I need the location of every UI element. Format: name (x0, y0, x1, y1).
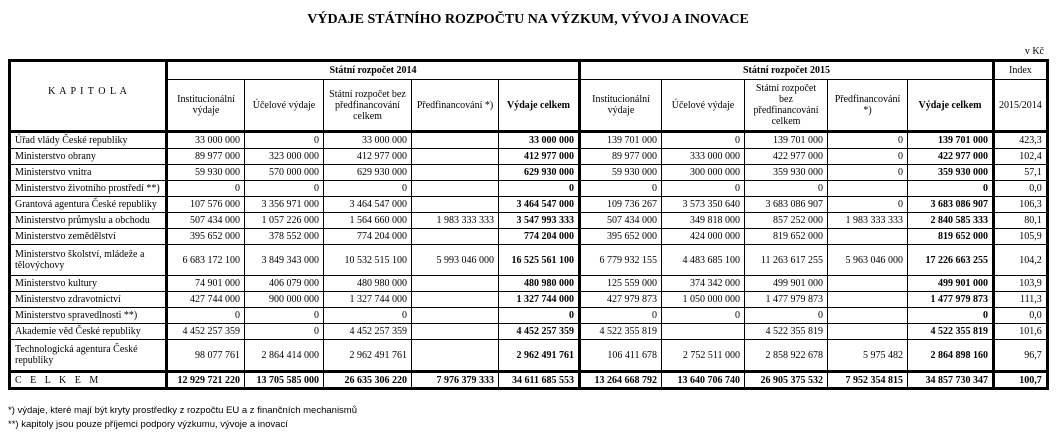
cell-value: 6 779 932 155 (580, 245, 662, 276)
cell-value (412, 181, 499, 197)
cell-value: 59 930 000 (580, 165, 662, 181)
cell-value: 5 993 046 000 (412, 245, 499, 276)
cell-value: 480 980 000 (499, 276, 580, 292)
cell-value: 1 477 979 873 (745, 292, 828, 308)
cell-value: 2 864 898 160 (908, 340, 994, 372)
cell-value: 6 683 172 100 (167, 245, 245, 276)
cell-value: 11 263 617 255 (745, 245, 828, 276)
column-header-2014: Výdaje celkem (499, 80, 580, 132)
column-header-2015: Účelové výdaje (662, 80, 745, 132)
cell-value: 125 559 000 (580, 276, 662, 292)
cell-value: 570 000 000 (245, 165, 324, 181)
cell-value: 0 (580, 308, 662, 324)
cell-value: 422 977 000 (908, 149, 994, 165)
cell-value: 1 983 333 333 (828, 213, 908, 229)
table-row (10, 340, 1048, 372)
cell-value: 106 411 678 (580, 340, 662, 372)
table-row (10, 229, 1048, 245)
cell-value: 12 929 721 220 (167, 372, 245, 389)
cell-value: 57,1 (994, 165, 1048, 181)
cell-value (412, 197, 499, 213)
cell-value: 0 (324, 181, 412, 197)
cell-value (412, 132, 499, 149)
table-row (10, 276, 1048, 292)
table-row (10, 308, 1048, 324)
row-label: Technologická agentura České republiky (10, 340, 167, 372)
cell-value: 395 652 000 (167, 229, 245, 245)
cell-value: 499 901 000 (745, 276, 828, 292)
row-label: Ministerstvo zemědělství (10, 229, 167, 245)
cell-value: 300 000 000 (662, 165, 745, 181)
cell-value: 4 452 257 359 (167, 324, 245, 340)
cell-value: 98 077 761 (167, 340, 245, 372)
cell-value: 629 930 000 (499, 165, 580, 181)
cell-value: 412 977 000 (499, 149, 580, 165)
cell-value: 4 522 355 819 (745, 324, 828, 340)
cell-value: 26 905 375 532 (745, 372, 828, 389)
cell-value: 2 858 922 678 (745, 340, 828, 372)
cell-value: 427 744 000 (167, 292, 245, 308)
cell-value (828, 276, 908, 292)
table-row (10, 372, 1048, 389)
column-header-2015: Výdaje celkem (908, 80, 994, 132)
cell-value: 33 000 000 (167, 132, 245, 149)
cell-value: 0 (499, 308, 580, 324)
cell-value (662, 324, 745, 340)
cell-value: 406 079 000 (245, 276, 324, 292)
index-header: Index (994, 61, 1048, 80)
cell-value: 103,9 (994, 276, 1048, 292)
cell-value: 3 356 971 000 (245, 197, 324, 213)
cell-value: 774 204 000 (499, 229, 580, 245)
cell-value: 1 983 333 333 (412, 213, 499, 229)
cell-value: 139 701 000 (745, 132, 828, 149)
cell-value: 1 057 226 000 (245, 213, 324, 229)
cell-value: 323 000 000 (245, 149, 324, 165)
cell-value: 105,9 (994, 229, 1048, 245)
cell-value: 0 (745, 308, 828, 324)
cell-value: 2 752 511 000 (662, 340, 745, 372)
cell-value: 819 652 000 (745, 229, 828, 245)
cell-value (828, 181, 908, 197)
column-header-2015: Státní rozpočet bez předfinancování celkem (745, 80, 828, 132)
cell-value: 349 818 000 (662, 213, 745, 229)
cell-value: 0 (662, 181, 745, 197)
cell-value: 2 962 491 761 (324, 340, 412, 372)
currency-unit: v Kč (1024, 46, 1044, 57)
cell-value: 4 522 355 819 (580, 324, 662, 340)
footnotes (8, 404, 357, 432)
cell-value (828, 324, 908, 340)
cell-value: 774 204 000 (324, 229, 412, 245)
cell-value: 3 464 547 000 (324, 197, 412, 213)
table-row (10, 165, 1048, 181)
row-label: C E L K E M (10, 372, 167, 389)
table-row (10, 245, 1048, 276)
cell-value: 0 (908, 181, 994, 197)
cell-value: 3 849 343 000 (245, 245, 324, 276)
cell-value: 0 (662, 132, 745, 149)
cell-value: 5 975 482 (828, 340, 908, 372)
cell-value: 101,6 (994, 324, 1048, 340)
cell-value: 74 901 000 (167, 276, 245, 292)
cell-value: 507 434 000 (580, 213, 662, 229)
cell-value: 89 977 000 (167, 149, 245, 165)
cell-value: 0 (662, 308, 745, 324)
cell-value: 34 611 685 553 (499, 372, 580, 389)
row-label: Grantová agentura České republiky (10, 197, 167, 213)
cell-value: 0,0 (994, 181, 1048, 197)
cell-value: 423,3 (994, 132, 1048, 149)
row-label: Ministerstvo zdravotnictví (10, 292, 167, 308)
cell-value: 1 477 979 873 (908, 292, 994, 308)
table-row (10, 197, 1048, 213)
cell-value: 333 000 000 (662, 149, 745, 165)
cell-value: 109 736 267 (580, 197, 662, 213)
cell-value: 0 (167, 308, 245, 324)
cell-value: 7 976 379 333 (412, 372, 499, 389)
cell-value: 0 (324, 308, 412, 324)
index-subheader: 2015/2014 (994, 80, 1048, 132)
cell-value: 5 963 046 000 (828, 245, 908, 276)
row-label: Ministerstvo školství, mládeže a tělovýchovy (10, 245, 167, 276)
cell-value: 59 930 000 (167, 165, 245, 181)
cell-value: 33 000 000 (499, 132, 580, 149)
cell-value: 10 532 515 100 (324, 245, 412, 276)
cell-value: 0 (745, 181, 828, 197)
footnote-recipients: **) kapitoly jsou pouze příjemci podpory výzkumu, vývoje a inovací (8, 419, 288, 430)
cell-value: 499 901 000 (908, 276, 994, 292)
cell-value: 0 (828, 197, 908, 213)
cell-value (828, 292, 908, 308)
cell-value: 96,7 (994, 340, 1048, 372)
cell-value: 1 564 660 000 (324, 213, 412, 229)
cell-value: 0 (908, 308, 994, 324)
column-header-2015: Institucionální výdaje (580, 80, 662, 132)
row-label: Ministerstvo průmyslu a obchodu (10, 213, 167, 229)
cell-value: 0,0 (994, 308, 1048, 324)
cell-value: 7 952 354 815 (828, 372, 908, 389)
cell-value: 422 977 000 (745, 149, 828, 165)
cell-value: 16 525 561 100 (499, 245, 580, 276)
column-header-2015: Předfinancování *) (828, 80, 908, 132)
table-row (10, 132, 1048, 149)
cell-value: 0 (167, 181, 245, 197)
cell-value: 111,3 (994, 292, 1048, 308)
cell-value: 0 (245, 132, 324, 149)
table-row (10, 213, 1048, 229)
cell-value (412, 165, 499, 181)
column-header-2014: Institucionální výdaje (167, 80, 245, 132)
cell-value: 3 573 350 640 (662, 197, 745, 213)
cell-value: 139 701 000 (908, 132, 994, 149)
cell-value: 507 434 000 (167, 213, 245, 229)
cell-value (412, 308, 499, 324)
cell-value: 13 640 706 740 (662, 372, 745, 389)
cell-value (412, 340, 499, 372)
column-header-2014: Účelové výdaje (245, 80, 324, 132)
cell-value: 900 000 000 (245, 292, 324, 308)
cell-value: 1 050 000 000 (662, 292, 745, 308)
cell-value: 427 979 873 (580, 292, 662, 308)
cell-value: 0 (245, 308, 324, 324)
cell-value: 4 452 257 359 (324, 324, 412, 340)
cell-value: 2 962 491 761 (499, 340, 580, 372)
budget-2014-header: Státní rozpočet 2014 (167, 61, 580, 80)
row-label: Úřad vlády České republiky (10, 132, 167, 149)
cell-value (828, 229, 908, 245)
cell-value: 424 000 000 (662, 229, 745, 245)
cell-value: 100,7 (994, 372, 1048, 389)
cell-value: 3 683 086 907 (908, 197, 994, 213)
cell-value: 629 930 000 (324, 165, 412, 181)
kapitola-header: K A P I T O L A (10, 61, 167, 132)
row-label: Ministerstvo spravedlnosti **) (10, 308, 167, 324)
cell-value: 4 452 257 359 (499, 324, 580, 340)
cell-value: 378 552 000 (245, 229, 324, 245)
column-header-2014: Předfinancování *) (412, 80, 499, 132)
cell-value: 80,1 (994, 213, 1048, 229)
cell-value: 89 977 000 (580, 149, 662, 165)
table-row (10, 292, 1048, 308)
row-label: Ministerstvo kultury (10, 276, 167, 292)
cell-value: 412 977 000 (324, 149, 412, 165)
cell-value: 3 547 993 333 (499, 213, 580, 229)
cell-value: 374 342 000 (662, 276, 745, 292)
row-label: Akademie věd České republiky (10, 324, 167, 340)
cell-value: 480 980 000 (324, 276, 412, 292)
table-row (10, 324, 1048, 340)
cell-value: 2 840 585 333 (908, 213, 994, 229)
cell-value: 3 464 547 000 (499, 197, 580, 213)
cell-value (412, 276, 499, 292)
cell-value (412, 149, 499, 165)
cell-value (412, 229, 499, 245)
row-label: Ministerstvo vnitra (10, 165, 167, 181)
cell-value: 17 226 663 255 (908, 245, 994, 276)
cell-value: 857 252 000 (745, 213, 828, 229)
cell-value: 0 (245, 324, 324, 340)
cell-value: 359 930 000 (908, 165, 994, 181)
budget-table (8, 59, 1049, 390)
cell-value: 4 522 355 819 (908, 324, 994, 340)
cell-value: 0 (828, 165, 908, 181)
cell-value: 819 652 000 (908, 229, 994, 245)
cell-value: 13 705 585 000 (245, 372, 324, 389)
cell-value: 139 701 000 (580, 132, 662, 149)
row-label: Ministerstvo obrany (10, 149, 167, 165)
cell-value: 102,4 (994, 149, 1048, 165)
cell-value: 2 864 414 000 (245, 340, 324, 372)
cell-value: 1 327 744 000 (324, 292, 412, 308)
cell-value: 33 000 000 (324, 132, 412, 149)
cell-value: 13 264 668 792 (580, 372, 662, 389)
table-row (10, 149, 1048, 165)
cell-value: 4 483 685 100 (662, 245, 745, 276)
cell-value: 359 930 000 (745, 165, 828, 181)
cell-value: 107 576 000 (167, 197, 245, 213)
cell-value: 0 (245, 181, 324, 197)
page-title: VÝDAJE STÁTNÍHO ROZPOČTU NA VÝZKUM, VÝVOJ A INOVACE (307, 12, 749, 27)
cell-value: 1 327 744 000 (499, 292, 580, 308)
cell-value (412, 292, 499, 308)
budget-2015-header: Státní rozpočet 2015 (580, 61, 994, 80)
cell-value: 0 (580, 181, 662, 197)
cell-value: 0 (499, 181, 580, 197)
row-label: Ministerstvo životního prostředí **) (10, 181, 167, 197)
cell-value: 34 857 730 347 (908, 372, 994, 389)
cell-value: 26 635 306 220 (324, 372, 412, 389)
cell-value (412, 324, 499, 340)
footnote-eu: *) výdaje, které mají být kryty prostředky z rozpočtu EU a z finančních mechanismů (8, 405, 357, 416)
column-header-2014: Státní rozpočet bez předfinancování celkem (324, 80, 412, 132)
table-row (10, 181, 1048, 197)
cell-value: 3 683 086 907 (745, 197, 828, 213)
cell-value (828, 308, 908, 324)
cell-value: 0 (828, 149, 908, 165)
cell-value: 104,2 (994, 245, 1048, 276)
cell-value: 0 (828, 132, 908, 149)
cell-value: 106,3 (994, 197, 1048, 213)
cell-value: 395 652 000 (580, 229, 662, 245)
